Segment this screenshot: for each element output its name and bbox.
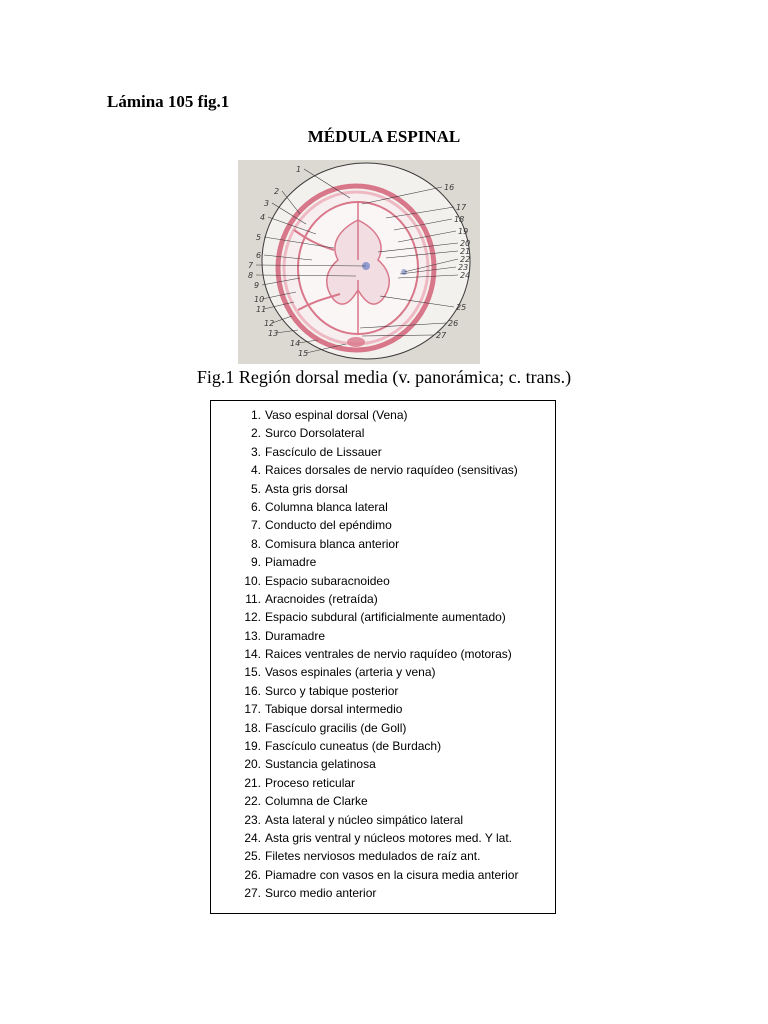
legend-text: Columna blanca lateral xyxy=(265,499,388,514)
spinal-vessels xyxy=(347,337,365,347)
callout-number: 1 xyxy=(296,165,302,174)
legend-text: Asta gris dorsal xyxy=(265,481,348,496)
legend-number: 21. xyxy=(244,775,261,790)
spinal-cord-illustration xyxy=(238,160,480,364)
legend-list xyxy=(211,401,555,903)
legend-text: Proceso reticular xyxy=(265,775,356,790)
legend-text: Raices dorsales de nervio raquídeo (sensitivas) xyxy=(265,463,518,478)
legend-number: 7. xyxy=(250,518,261,533)
main-title: MÉDULA ESPINAL xyxy=(307,127,461,146)
legend-item xyxy=(211,516,555,534)
legend-item xyxy=(211,719,555,737)
legend-number: 20. xyxy=(244,757,261,772)
legend-number: 1. xyxy=(250,408,261,422)
callout-number: 18 xyxy=(454,215,465,224)
legend-box xyxy=(210,400,556,914)
callout-number: 22 xyxy=(460,255,471,264)
legend-text: Filetes nerviosos medulados de raíz ant. xyxy=(265,849,481,864)
legend-text: Espacio subdural (artificialmente aumentado) xyxy=(265,610,506,625)
legend-item xyxy=(211,443,555,461)
legend-item xyxy=(211,608,555,626)
legend-item xyxy=(211,755,555,773)
callout-number: 20 xyxy=(460,239,471,248)
legend-number: 16. xyxy=(244,683,261,698)
legend-text: Surco Dorsolateral xyxy=(265,426,365,441)
legend-text: Tabique dorsal intermedio xyxy=(265,702,403,717)
callout-number: 26 xyxy=(448,319,459,328)
legend-number: 4. xyxy=(250,463,261,478)
legend-number: 10. xyxy=(244,573,261,588)
legend-item xyxy=(211,774,555,792)
legend-item xyxy=(211,406,555,424)
legend-item xyxy=(211,480,555,498)
legend-text: Fascículo cuneatus (de Burdach) xyxy=(265,739,442,754)
legend-text: Piamadre con vasos en la cisura media anterior xyxy=(265,867,519,882)
legend-text: Asta lateral y núcleo simpático lateral xyxy=(265,812,464,827)
legend-item xyxy=(211,829,555,847)
legend-number: 11. xyxy=(245,591,261,606)
legend-item xyxy=(211,627,555,645)
legend-text: Surco medio anterior xyxy=(265,886,377,901)
legend-text: Aracnoides (retraída) xyxy=(265,591,378,606)
callout-number: 24 xyxy=(460,271,471,280)
legend-item xyxy=(211,847,555,865)
legend-number: 3. xyxy=(250,444,261,459)
legend-number: 6. xyxy=(250,499,261,514)
legend-text: Raices ventrales de nervio raquídeo (motoras) xyxy=(265,647,512,662)
callout-number: 27 xyxy=(436,331,447,340)
callout-number: 5 xyxy=(256,233,262,242)
legend-item xyxy=(211,737,555,755)
legend-item xyxy=(211,645,555,663)
legend-text: Fascículo gracilis (de Goll) xyxy=(265,720,407,735)
legend-text: Vasos espinales (arteria y vena) xyxy=(265,665,436,680)
callout-number: 10 xyxy=(254,295,265,304)
legend-text: Espacio subaracnoideo xyxy=(265,573,390,588)
legend-item xyxy=(211,866,555,884)
legend-text: Duramadre xyxy=(265,628,326,643)
callout-number: 17 xyxy=(456,203,467,212)
legend-number: 5. xyxy=(250,481,261,496)
callout-number: 7 xyxy=(248,261,254,270)
callout-number: 11 xyxy=(256,305,267,314)
legend-item xyxy=(211,498,555,516)
callout-number: 3 xyxy=(264,199,270,208)
callout-number: 13 xyxy=(268,329,279,338)
figure-caption: Fig.1 Región dorsal media (v. panorámica; c. trans.) xyxy=(196,367,572,387)
legend-text: Sustancia gelatinosa xyxy=(265,757,376,772)
legend-text: Fascículo de Lissauer xyxy=(265,444,382,459)
legend-number: 19. xyxy=(244,739,261,754)
callout-number: 9 xyxy=(254,281,260,290)
legend-item xyxy=(211,663,555,681)
legend-item xyxy=(211,700,555,718)
legend-text: Comisura blanca anterior xyxy=(265,536,400,551)
legend-text: Surco y tabique posterior xyxy=(265,683,399,698)
callout-number: 14 xyxy=(290,339,301,348)
legend-number: 18. xyxy=(244,720,261,735)
legend-item xyxy=(211,553,555,571)
legend-item xyxy=(211,792,555,810)
legend-number: 24. xyxy=(244,830,261,845)
legend-text: Asta gris ventral y núcleos motores med. Y lat. xyxy=(265,830,513,845)
legend-text: Columna de Clarke xyxy=(265,794,368,809)
legend-number: 23. xyxy=(244,812,261,827)
legend-number: 2. xyxy=(250,426,261,441)
legend-item xyxy=(211,461,555,479)
callout-number: 8 xyxy=(248,271,254,280)
callout-number: 19 xyxy=(458,227,469,236)
legend-number: 22. xyxy=(244,794,261,809)
callout-number: 2 xyxy=(274,187,280,196)
callout-number: 25 xyxy=(456,303,467,312)
sheet-title: Lámina 105 fig.1 xyxy=(107,92,230,111)
legend-number: 27. xyxy=(244,886,261,901)
spinal-cord-drawing xyxy=(238,160,480,364)
legend-number: 17. xyxy=(244,702,261,717)
legend-number: 9. xyxy=(250,555,261,570)
legend-item xyxy=(211,572,555,590)
callout-number: 12 xyxy=(264,319,275,328)
legend-text: Vaso espinal dorsal (Vena) xyxy=(265,408,408,422)
callout-number: 4 xyxy=(260,213,266,222)
callout-number: 16 xyxy=(444,183,455,192)
legend-number: 12. xyxy=(244,610,261,625)
legend-number: 13. xyxy=(244,628,261,643)
legend-item xyxy=(211,682,555,700)
legend-item xyxy=(211,535,555,553)
legend-text: Piamadre xyxy=(265,555,317,570)
legend-number: 26. xyxy=(244,867,261,882)
legend-item xyxy=(211,424,555,442)
callout-number: 15 xyxy=(298,349,309,358)
callout-number: 6 xyxy=(256,251,262,260)
legend-item xyxy=(211,590,555,608)
legend-number: 15. xyxy=(244,665,261,680)
legend-number: 8. xyxy=(250,536,261,551)
legend-number: 14. xyxy=(244,647,261,662)
callout-number: 21 xyxy=(460,247,471,256)
legend-item xyxy=(211,884,555,902)
legend-number: 25. xyxy=(244,849,261,864)
callout-number: 23 xyxy=(458,263,469,272)
legend-text: Conducto del epéndimo xyxy=(265,518,392,533)
legend-item xyxy=(211,811,555,829)
